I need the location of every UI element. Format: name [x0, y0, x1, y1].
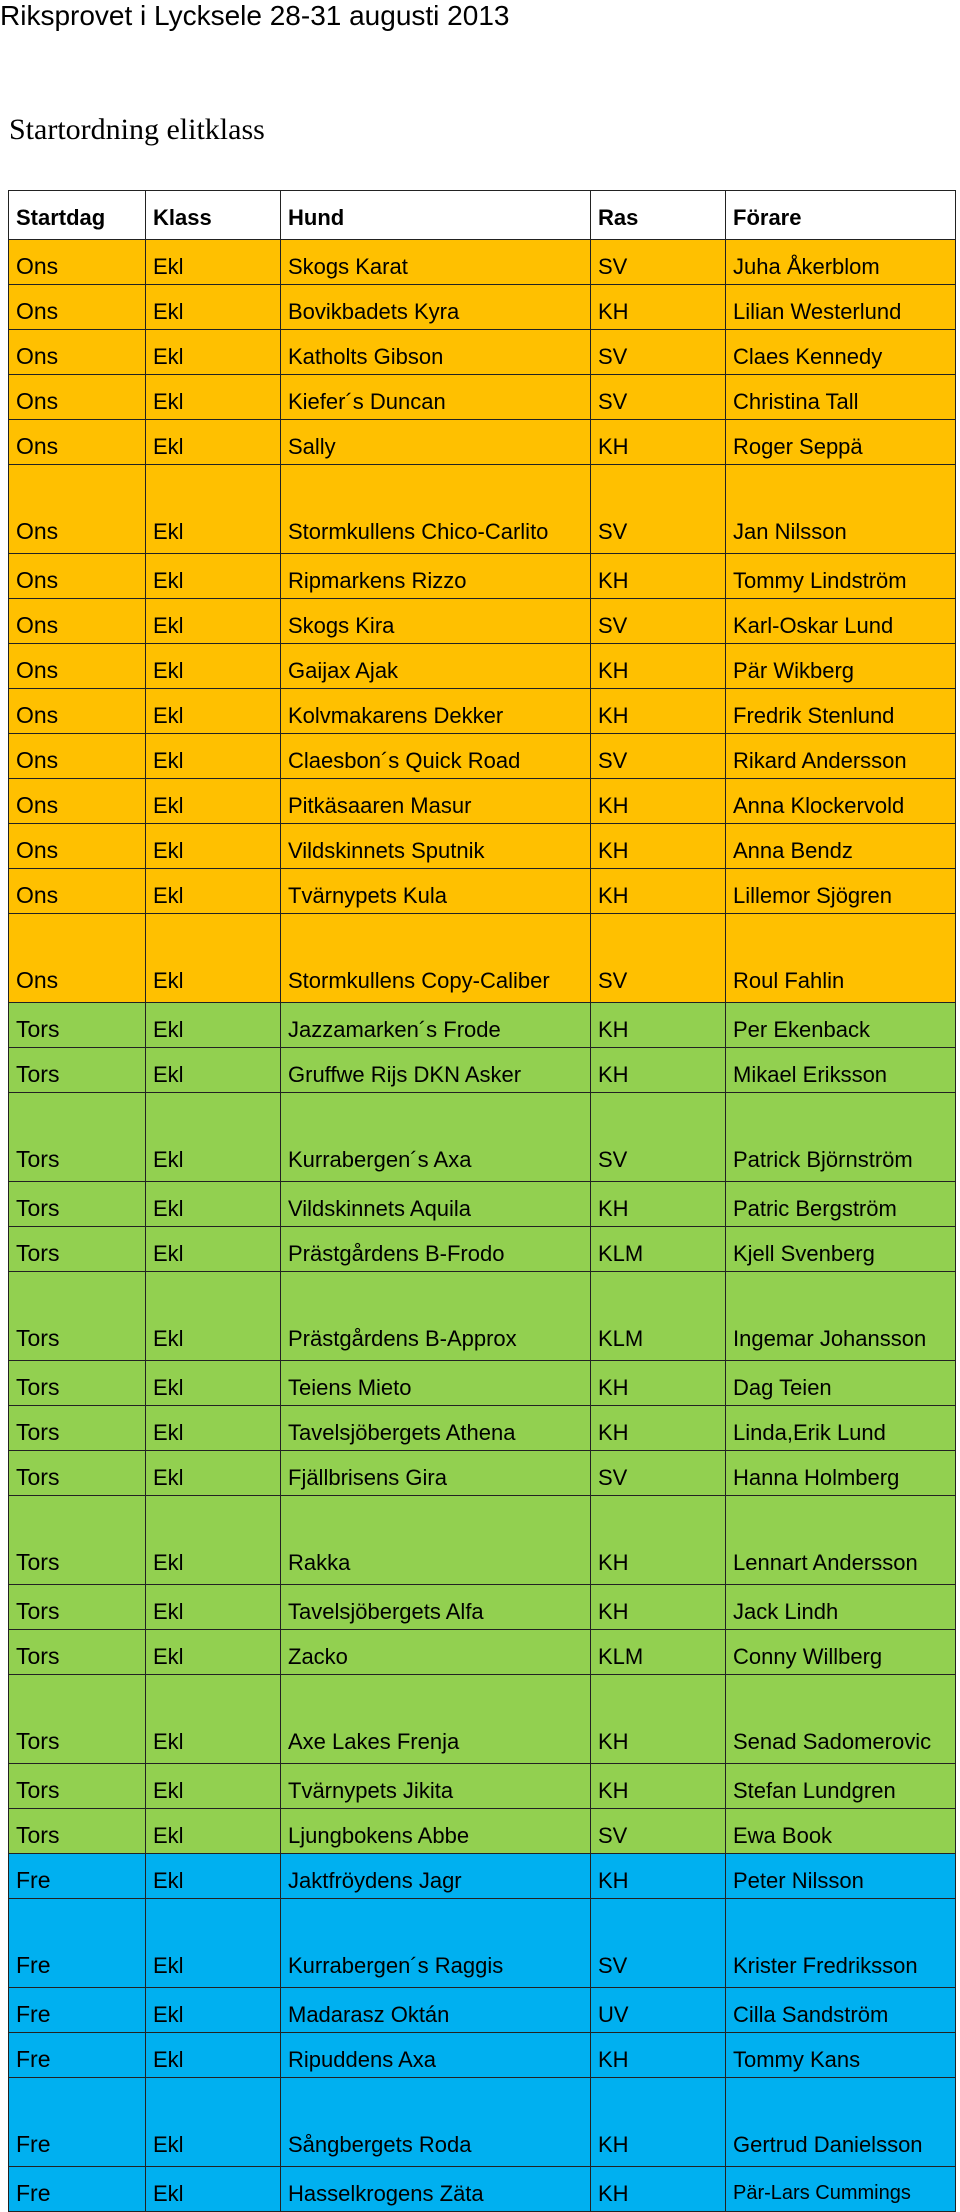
cell-forare: Rikard Andersson: [726, 734, 956, 779]
cell-hund: Tvärnypets Kula: [281, 869, 591, 914]
cell-hund: Vildskinnets Aquila: [281, 1182, 591, 1227]
cell-klass: Ekl: [146, 1406, 281, 1451]
table-row: [9, 420, 956, 465]
cell-klass: Ekl: [146, 1451, 281, 1496]
cell-hund: Kiefer´s Duncan: [281, 375, 591, 420]
cell-ras: KH: [591, 1182, 726, 1227]
cell-forare: Jack Lindh: [726, 1585, 956, 1630]
cell-ras: KH: [591, 1361, 726, 1406]
cell-startdag: Tors: [9, 1003, 146, 1048]
cell-forare: Anna Bendz: [726, 824, 956, 869]
cell-klass: Ekl: [146, 1809, 281, 1854]
table-row: [9, 1361, 956, 1406]
cell-forare: Lilian Westerlund: [726, 285, 956, 330]
cell-hund: Madarasz Oktán: [281, 1988, 591, 2033]
cell-startdag: Fre: [9, 2078, 146, 2167]
cell-hund: Stormkullens Chico-Carlito: [281, 465, 591, 554]
cell-hund: Jazzamarken´s Frode: [281, 1003, 591, 1048]
cell-forare: Stefan Lundgren: [726, 1764, 956, 1809]
cell-ras: KH: [591, 2033, 726, 2078]
cell-klass: Ekl: [146, 1272, 281, 1361]
cell-hund: Tavelsjöbergets Athena: [281, 1406, 591, 1451]
cell-hund: Bovikbadets Kyra: [281, 285, 591, 330]
cell-ras: SV: [591, 375, 726, 420]
cell-forare: Roul Fahlin: [726, 914, 956, 1003]
table-row: [9, 2033, 956, 2078]
cell-startdag: Ons: [9, 599, 146, 644]
cell-hund: Ripuddens Axa: [281, 2033, 591, 2078]
cell-hund: Kurrabergen´s Axa: [281, 1093, 591, 1182]
cell-forare: Pär Wikberg: [726, 644, 956, 689]
table-row: [9, 330, 956, 375]
cell-startdag: Tors: [9, 1675, 146, 1764]
cell-klass: Ekl: [146, 1361, 281, 1406]
cell-startdag: Tors: [9, 1361, 146, 1406]
table-row: [9, 554, 956, 599]
cell-startdag: Fre: [9, 1988, 146, 2033]
cell-ras: KH: [591, 1675, 726, 1764]
table-row: [9, 869, 956, 914]
cell-klass: Ekl: [146, 2167, 281, 2212]
column-header-klass: Klass: [146, 191, 281, 240]
table-row: [9, 1093, 956, 1182]
cell-ras: KH: [591, 1585, 726, 1630]
cell-hund: Sångbergets Roda: [281, 2078, 591, 2167]
table-row: [9, 1003, 956, 1048]
cell-ras: KH: [591, 1406, 726, 1451]
table-row: [9, 1406, 956, 1451]
document-title: Riksprovet i Lycksele 28-31 augusti 2013: [0, 0, 510, 31]
cell-klass: Ekl: [146, 2033, 281, 2078]
cell-ras: KH: [591, 2167, 726, 2212]
cell-forare: Patric Bergström: [726, 1182, 956, 1227]
cell-ras: KH: [591, 779, 726, 824]
cell-forare: Ewa Book: [726, 1809, 956, 1854]
cell-startdag: Fre: [9, 2033, 146, 2078]
cell-hund: Vildskinnets Sputnik: [281, 824, 591, 869]
cell-klass: Ekl: [146, 1093, 281, 1182]
table-row: [9, 375, 956, 420]
cell-startdag: Ons: [9, 824, 146, 869]
cell-ras: SV: [591, 240, 726, 285]
cell-hund: Hasselkrogens Zäta: [281, 2167, 591, 2212]
cell-ras: KH: [591, 1854, 726, 1899]
cell-startdag: Ons: [9, 734, 146, 779]
table-row: [9, 1048, 956, 1093]
cell-ras: KH: [591, 1048, 726, 1093]
cell-startdag: Tors: [9, 1182, 146, 1227]
cell-klass: Ekl: [146, 779, 281, 824]
cell-forare: Krister Fredriksson: [726, 1899, 956, 1988]
cell-hund: Tvärnypets Jikita: [281, 1764, 591, 1809]
cell-forare: Dag Teien: [726, 1361, 956, 1406]
table-row: [9, 689, 956, 734]
table-row: [9, 2078, 956, 2167]
cell-startdag: Tors: [9, 1406, 146, 1451]
cell-ras: KH: [591, 285, 726, 330]
cell-ras: SV: [591, 599, 726, 644]
cell-forare: Peter Nilsson: [726, 1854, 956, 1899]
cell-hund: Prästgårdens B-Frodo: [281, 1227, 591, 1272]
column-header-ras: Ras: [591, 191, 726, 240]
cell-startdag: Fre: [9, 1854, 146, 1899]
table-row: [9, 914, 956, 1003]
cell-hund: Jaktfröydens Jagr: [281, 1854, 591, 1899]
cell-startdag: Ons: [9, 554, 146, 599]
cell-startdag: Ons: [9, 375, 146, 420]
cell-startdag: Ons: [9, 914, 146, 1003]
cell-hund: Zacko: [281, 1630, 591, 1675]
cell-startdag: Ons: [9, 330, 146, 375]
cell-forare: Anna Klockervold: [726, 779, 956, 824]
cell-klass: Ekl: [146, 1899, 281, 1988]
table-row: [9, 599, 956, 644]
cell-startdag: Fre: [9, 2167, 146, 2212]
cell-startdag: Ons: [9, 644, 146, 689]
cell-klass: Ekl: [146, 554, 281, 599]
cell-ras: KH: [591, 420, 726, 465]
cell-ras: SV: [591, 1899, 726, 1988]
cell-forare: Gertrud Danielsson: [726, 2078, 956, 2167]
table-row: [9, 1854, 956, 1899]
cell-ras: KH: [591, 1496, 726, 1585]
cell-hund: Skogs Karat: [281, 240, 591, 285]
cell-hund: Kurrabergen´s Raggis: [281, 1899, 591, 1988]
column-header-forare: Förare: [726, 191, 956, 240]
cell-ras: UV: [591, 1988, 726, 2033]
cell-startdag: Ons: [9, 240, 146, 285]
cell-klass: Ekl: [146, 824, 281, 869]
cell-hund: Gruffwe Rijs DKN Asker: [281, 1048, 591, 1093]
column-header-startdag: Startdag: [9, 191, 146, 240]
cell-startdag: Tors: [9, 1630, 146, 1675]
cell-hund: Claesbon´s Quick Road: [281, 734, 591, 779]
cell-startdag: Tors: [9, 1451, 146, 1496]
cell-ras: KLM: [591, 1227, 726, 1272]
cell-ras: KLM: [591, 1630, 726, 1675]
cell-ras: SV: [591, 1451, 726, 1496]
cell-forare: Per Ekenback: [726, 1003, 956, 1048]
table-row: [9, 644, 956, 689]
cell-forare: Tommy Lindström: [726, 554, 956, 599]
cell-forare: Patrick Björnström: [726, 1093, 956, 1182]
cell-startdag: Tors: [9, 1048, 146, 1093]
cell-forare: Roger Seppä: [726, 420, 956, 465]
cell-startdag: Tors: [9, 1809, 146, 1854]
cell-klass: Ekl: [146, 1764, 281, 1809]
cell-forare: Lennart Andersson: [726, 1496, 956, 1585]
cell-ras: SV: [591, 1093, 726, 1182]
cell-klass: Ekl: [146, 644, 281, 689]
table-header-row: [9, 191, 956, 240]
cell-forare: Linda,Erik Lund: [726, 1406, 956, 1451]
cell-ras: KH: [591, 689, 726, 734]
cell-klass: Ekl: [146, 1630, 281, 1675]
cell-forare: Pär-Lars Cummings: [726, 2167, 956, 2212]
cell-forare: Christina Tall: [726, 375, 956, 420]
cell-ras: KH: [591, 1764, 726, 1809]
cell-hund: Katholts Gibson: [281, 330, 591, 375]
cell-hund: Skogs Kira: [281, 599, 591, 644]
cell-forare: Tommy Kans: [726, 2033, 956, 2078]
cell-hund: Pitkäsaaren Masur: [281, 779, 591, 824]
cell-klass: Ekl: [146, 1227, 281, 1272]
table-row: [9, 734, 956, 779]
cell-ras: SV: [591, 914, 726, 1003]
cell-klass: Ekl: [146, 1988, 281, 2033]
cell-hund: Ripmarkens Rizzo: [281, 554, 591, 599]
cell-ras: SV: [591, 465, 726, 554]
cell-hund: Gaijax Ajak: [281, 644, 591, 689]
cell-hund: Sally: [281, 420, 591, 465]
table-row: [9, 1988, 956, 2033]
table-row: [9, 1227, 956, 1272]
cell-klass: Ekl: [146, 375, 281, 420]
cell-klass: Ekl: [146, 330, 281, 375]
table-row: [9, 2167, 956, 2212]
cell-forare: Conny Willberg: [726, 1630, 956, 1675]
cell-startdag: Fre: [9, 1899, 146, 1988]
cell-klass: Ekl: [146, 2078, 281, 2167]
cell-forare: Lillemor Sjögren: [726, 869, 956, 914]
table-row: [9, 240, 956, 285]
table-row: [9, 779, 956, 824]
cell-klass: Ekl: [146, 1496, 281, 1585]
cell-startdag: Tors: [9, 1227, 146, 1272]
cell-forare: Claes Kennedy: [726, 330, 956, 375]
table-row: [9, 1585, 956, 1630]
cell-klass: Ekl: [146, 285, 281, 330]
cell-klass: Ekl: [146, 1675, 281, 1764]
cell-klass: Ekl: [146, 1854, 281, 1899]
cell-startdag: Ons: [9, 779, 146, 824]
table-body: [9, 240, 956, 2212]
cell-startdag: Ons: [9, 465, 146, 554]
cell-klass: Ekl: [146, 420, 281, 465]
cell-startdag: Ons: [9, 689, 146, 734]
table-row: [9, 465, 956, 554]
cell-startdag: Tors: [9, 1093, 146, 1182]
cell-hund: Tavelsjöbergets Alfa: [281, 1585, 591, 1630]
start-order-table: [8, 190, 956, 2212]
cell-forare: Senad Sadomerovic: [726, 1675, 956, 1764]
cell-klass: Ekl: [146, 465, 281, 554]
cell-forare: Kjell Svenberg: [726, 1227, 956, 1272]
cell-hund: Teiens Mieto: [281, 1361, 591, 1406]
column-header-hund: Hund: [281, 191, 591, 240]
cell-hund: Prästgårdens B-Approx: [281, 1272, 591, 1361]
cell-ras: SV: [591, 1809, 726, 1854]
cell-klass: Ekl: [146, 240, 281, 285]
cell-klass: Ekl: [146, 1003, 281, 1048]
document-subtitle: Startordning elitklass: [9, 113, 265, 146]
cell-ras: KH: [591, 1003, 726, 1048]
cell-forare: Jan Nilsson: [726, 465, 956, 554]
cell-ras: SV: [591, 734, 726, 779]
cell-ras: KH: [591, 869, 726, 914]
cell-ras: KH: [591, 824, 726, 869]
cell-hund: Ljungbokens Abbe: [281, 1809, 591, 1854]
cell-ras: KLM: [591, 1272, 726, 1361]
cell-forare: Mikael Eriksson: [726, 1048, 956, 1093]
cell-startdag: Ons: [9, 869, 146, 914]
table-row: [9, 1182, 956, 1227]
table-row: [9, 1272, 956, 1361]
table-row: [9, 1630, 956, 1675]
table-row: [9, 1764, 956, 1809]
cell-klass: Ekl: [146, 869, 281, 914]
cell-startdag: Ons: [9, 420, 146, 465]
cell-forare: Ingemar Johansson: [726, 1272, 956, 1361]
cell-forare: Karl-Oskar Lund: [726, 599, 956, 644]
table-row: [9, 1451, 956, 1496]
table-row: [9, 1809, 956, 1854]
cell-ras: KH: [591, 644, 726, 689]
cell-ras: KH: [591, 2078, 726, 2167]
cell-ras: SV: [591, 330, 726, 375]
cell-hund: Kolvmakarens Dekker: [281, 689, 591, 734]
cell-startdag: Tors: [9, 1272, 146, 1361]
cell-hund: Axe Lakes Frenja: [281, 1675, 591, 1764]
cell-startdag: Tors: [9, 1585, 146, 1630]
cell-klass: Ekl: [146, 734, 281, 779]
table-row: [9, 1496, 956, 1585]
cell-forare: Juha Åkerblom: [726, 240, 956, 285]
cell-klass: Ekl: [146, 689, 281, 734]
cell-forare: Cilla Sandström: [726, 1988, 956, 2033]
cell-klass: Ekl: [146, 599, 281, 644]
cell-hund: Fjällbrisens Gira: [281, 1451, 591, 1496]
cell-startdag: Ons: [9, 285, 146, 330]
cell-klass: Ekl: [146, 1048, 281, 1093]
cell-forare: Fredrik Stenlund: [726, 689, 956, 734]
cell-hund: Rakka: [281, 1496, 591, 1585]
cell-hund: Stormkullens Copy-Caliber: [281, 914, 591, 1003]
cell-startdag: Tors: [9, 1764, 146, 1809]
table-row: [9, 285, 956, 330]
table-row: [9, 824, 956, 869]
cell-klass: Ekl: [146, 914, 281, 1003]
cell-klass: Ekl: [146, 1585, 281, 1630]
table-row: [9, 1899, 956, 1988]
cell-klass: Ekl: [146, 1182, 281, 1227]
cell-startdag: Tors: [9, 1496, 146, 1585]
table-row: [9, 1675, 956, 1764]
cell-ras: KH: [591, 554, 726, 599]
cell-forare: Hanna Holmberg: [726, 1451, 956, 1496]
